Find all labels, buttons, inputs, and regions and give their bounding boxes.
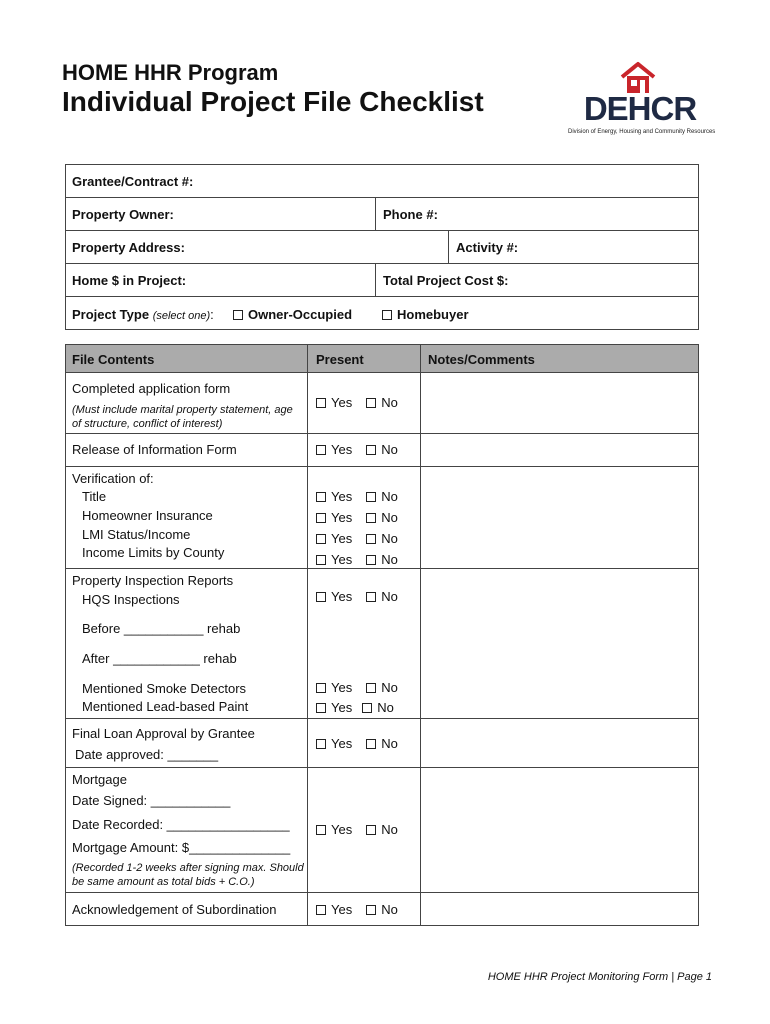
no-checkbox[interactable]: No [366,395,398,410]
page-footer: HOME HHR Project Monitoring Form | Page 1 [487,971,712,983]
checkbox-icon [316,905,326,915]
yes-checkbox[interactable]: Yes [316,736,352,751]
release-form-label: Release of Information Form [72,442,237,457]
date-approved-field[interactable]: Date approved: _______ [75,747,219,762]
homebuyer-checkbox[interactable]: Homebuyer [382,307,469,322]
hqs-yes-no [316,589,398,604]
checkbox-icon [316,534,326,544]
yes-checkbox[interactable]: Yes [316,531,352,546]
smoke-detectors-label: Mentioned Smoke Detectors [82,681,247,696]
yes-checkbox[interactable]: Yes [316,510,352,525]
yes-checkbox[interactable]: Yes [316,442,352,457]
logo-tagline: Division of Energy, Housing and Community Resources [568,129,716,135]
col-header-present: Present [316,352,364,367]
checkbox-icon [366,534,376,544]
insurance-yes-no [316,510,398,525]
yes-checkbox[interactable]: Yes [316,902,352,917]
grantee-contract-field[interactable]: Grantee/Contract #: [72,174,194,189]
checkbox-icon [366,905,376,915]
checkbox-icon [366,825,376,835]
date-signed-field[interactable]: Date Signed: ___________ [72,793,231,808]
checkbox-icon [366,592,376,602]
verification-label: Verification of: [72,471,154,486]
checkbox-icon [316,492,326,502]
no-checkbox[interactable]: No [366,680,398,695]
col-header-notes: Notes/Comments [428,352,535,367]
checkbox-icon [366,555,376,565]
no-checkbox[interactable]: No [362,700,394,715]
logo-wordmark: DEHCR [583,90,697,127]
checkbox-icon [382,310,392,320]
mortgage-label: Mortgage [72,772,127,787]
checkbox-icon [316,555,326,565]
checkbox-icon [366,492,376,502]
checkbox-icon [316,683,326,693]
checkbox-icon [366,683,376,693]
total-cost-field[interactable]: Total Project Cost $: [383,273,509,288]
yes-checkbox[interactable]: Yes [316,680,352,695]
subordination-yes-no [316,902,398,917]
phone-field[interactable]: Phone #: [383,207,438,222]
checkbox-icon [316,513,326,523]
loan-approval-label: Final Loan Approval by Grantee [72,726,255,741]
application-form-note: (Must include marital property statement, age of structure, conflict of interest) [72,404,293,430]
application-yes-no [316,395,398,410]
verification-income-limits: Income Limits by County [82,545,225,560]
no-checkbox[interactable]: No [366,442,398,457]
checkbox-icon [316,703,326,713]
checkbox-icon [366,739,376,749]
property-owner-field[interactable]: Property Owner: [72,207,174,222]
mortgage-yes-no [316,822,398,837]
home-dollars-field[interactable]: Home $ in Project: [72,273,187,288]
program-name: HOME HHR Program [62,60,279,85]
no-checkbox[interactable]: No [366,510,398,525]
activity-field[interactable]: Activity #: [456,240,519,255]
checkbox-icon [316,592,326,602]
verification-insurance: Homeowner Insurance [82,508,213,523]
verification-title: Title [82,489,107,504]
verification-lmi: LMI Status/Income [82,527,191,542]
application-form-label: Completed application form [72,381,231,396]
income-limits-yes-no [316,552,398,567]
no-checkbox[interactable]: No [366,552,398,567]
mortgage-note: (Recorded 1-2 weeks after signing max. Should be same amount as total bids + C.O.) [72,862,304,888]
property-address-field[interactable]: Property Address: [72,240,185,255]
no-checkbox[interactable]: No [366,822,398,837]
no-checkbox[interactable]: No [366,902,398,917]
release-yes-no [316,442,398,457]
smoke-yes-no [316,680,398,695]
no-checkbox[interactable]: No [366,736,398,751]
house-icon [618,60,658,94]
hqs-inspections-label: HQS Inspections [82,592,180,607]
title-yes-no [316,489,398,504]
lead-paint-label: Mentioned Lead-based Paint [82,699,249,714]
yes-checkbox[interactable]: Yes [316,489,352,504]
dehcr-logo [568,56,716,142]
no-checkbox[interactable]: No [366,589,398,604]
checkbox-icon [366,445,376,455]
checkbox-icon [362,703,372,713]
mortgage-amount-field[interactable]: Mortgage Amount: $______________ [72,840,291,855]
before-rehab-field[interactable]: Before ___________ rehab [82,621,241,636]
checkbox-icon [316,739,326,749]
checkbox-icon [316,825,326,835]
yes-checkbox[interactable]: Yes [316,700,352,715]
no-checkbox[interactable]: No [366,531,398,546]
checkbox-icon [316,398,326,408]
date-recorded-field[interactable]: Date Recorded: _________________ [72,817,290,832]
checkbox-icon [316,445,326,455]
yes-checkbox[interactable]: Yes [316,589,352,604]
page-title: Individual Project File Checklist [62,86,484,117]
inspection-label: Property Inspection Reports [72,573,234,588]
checkbox-icon [366,513,376,523]
owner-occupied-checkbox[interactable]: Owner-Occupied [233,307,352,322]
yes-checkbox[interactable]: Yes [316,552,352,567]
col-header-file-contents: File Contents [72,352,155,367]
checkbox-icon [366,398,376,408]
loan-yes-no [316,736,398,751]
project-type-label: Project Type (select one): [72,307,214,322]
yes-checkbox[interactable]: Yes [316,395,352,410]
checkbox-icon [233,310,243,320]
lmi-yes-no [316,531,398,546]
yes-checkbox[interactable]: Yes [316,822,352,837]
lead-yes-no [316,700,394,715]
after-rehab-field[interactable]: After ____________ rehab [82,651,237,666]
subordination-label: Acknowledgement of Subordination [72,902,277,917]
no-checkbox[interactable]: No [366,489,398,504]
